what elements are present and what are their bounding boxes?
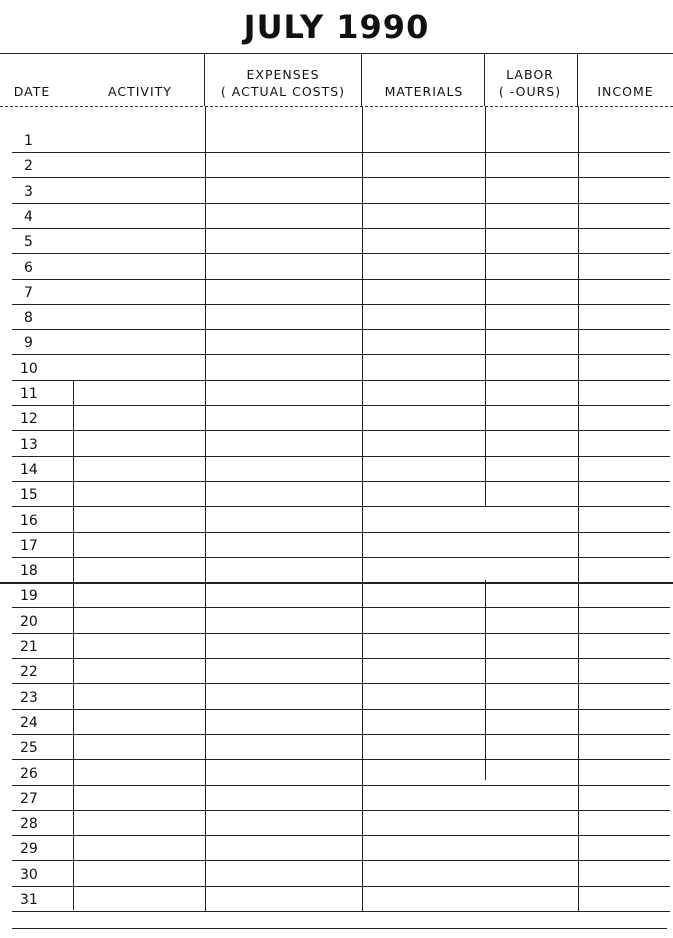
row-rule: [12, 886, 670, 887]
row-rule: [12, 633, 670, 634]
row-rule: [12, 456, 670, 457]
day-number: 12: [20, 411, 38, 428]
row-rule: [12, 911, 670, 912]
column-line-labor-lower: [485, 580, 486, 780]
day-number: 16: [20, 512, 38, 529]
row-rule: [12, 683, 670, 684]
row-rule: [12, 177, 670, 178]
header-divider-materials: [361, 53, 362, 106]
day-number: 25: [20, 740, 38, 757]
row-rule: [12, 152, 670, 153]
row-rule: [12, 304, 670, 305]
row-rule: [12, 557, 670, 558]
column-header-materials: MATERIALS: [384, 84, 464, 99]
day-number: 30: [20, 866, 38, 883]
column-line-activity: [73, 380, 74, 910]
day-number: 22: [20, 664, 38, 681]
day-number: 27: [20, 790, 38, 807]
row-rule: [12, 506, 670, 507]
column-line-expenses: [205, 106, 206, 912]
row-rule: [12, 607, 670, 608]
day-number: 20: [20, 613, 38, 630]
day-number: 3: [24, 183, 33, 200]
header-divider-income: [577, 53, 578, 106]
column-line-income: [578, 106, 579, 912]
row-rule: [12, 405, 670, 406]
day-number: 28: [20, 816, 38, 833]
day-number: 7: [24, 284, 33, 301]
page-title: JULY 1990: [243, 8, 430, 46]
day-number: 6: [24, 259, 33, 276]
row-rule: [12, 354, 670, 355]
row-rule: [12, 380, 670, 381]
day-number: 18: [20, 563, 38, 580]
day-number: 24: [20, 714, 38, 731]
row-rule: [12, 253, 670, 254]
day-number: 9: [24, 335, 33, 352]
day-number: 19: [20, 588, 38, 605]
day-number: 1: [24, 133, 33, 149]
row-rule: [12, 785, 670, 786]
row-rule: [12, 203, 670, 204]
row-rule: [12, 734, 670, 735]
column-header-income: INCOME: [597, 84, 654, 99]
header-divider-labor: [484, 53, 485, 106]
row-rule: [0, 582, 673, 584]
row-rule: [12, 228, 670, 229]
row-rule: [12, 835, 670, 836]
row-rule: [12, 430, 670, 431]
day-number: 14: [20, 461, 38, 478]
row-rule: [12, 759, 670, 760]
row-rule: [12, 329, 670, 330]
column-header-activity: ACTIVITY: [108, 84, 172, 99]
day-number: 31: [20, 892, 38, 908]
column-header-date: DATE: [13, 84, 51, 99]
day-number: 23: [20, 689, 38, 706]
day-number: 11: [20, 386, 38, 402]
day-number: 8: [24, 310, 33, 327]
day-number: 26: [20, 765, 38, 782]
row-rule: [12, 279, 670, 280]
header-top-rule: [0, 53, 673, 54]
header-bottom-rule: [0, 106, 673, 107]
day-number: 4: [24, 208, 33, 225]
column-line-labor: [485, 106, 486, 506]
day-number: 29: [20, 841, 38, 858]
column-header-labor-line1: LABOR: [506, 67, 554, 82]
row-rule: [12, 709, 670, 710]
day-number: 17: [20, 537, 38, 554]
day-number: 15: [20, 487, 38, 504]
row-rule: [12, 658, 670, 659]
column-header-expenses-line1: EXPENSES: [246, 67, 320, 82]
row-rule: [12, 860, 670, 861]
header-divider-expenses: [204, 53, 205, 106]
row-rule: [12, 532, 670, 533]
day-number: 2: [24, 158, 33, 175]
column-header-expenses-line2: ( ACTUAL COSTS): [220, 84, 346, 99]
column-line-materials: [362, 106, 363, 912]
day-number: 13: [20, 436, 38, 453]
day-number: 5: [24, 234, 33, 251]
column-header-labor-line2: ( -OURS): [498, 84, 562, 99]
row-rule: [12, 481, 670, 482]
footer-rule: [12, 928, 667, 929]
day-number: 10: [20, 360, 38, 377]
day-number: 21: [20, 639, 38, 655]
row-rule: [12, 810, 670, 811]
